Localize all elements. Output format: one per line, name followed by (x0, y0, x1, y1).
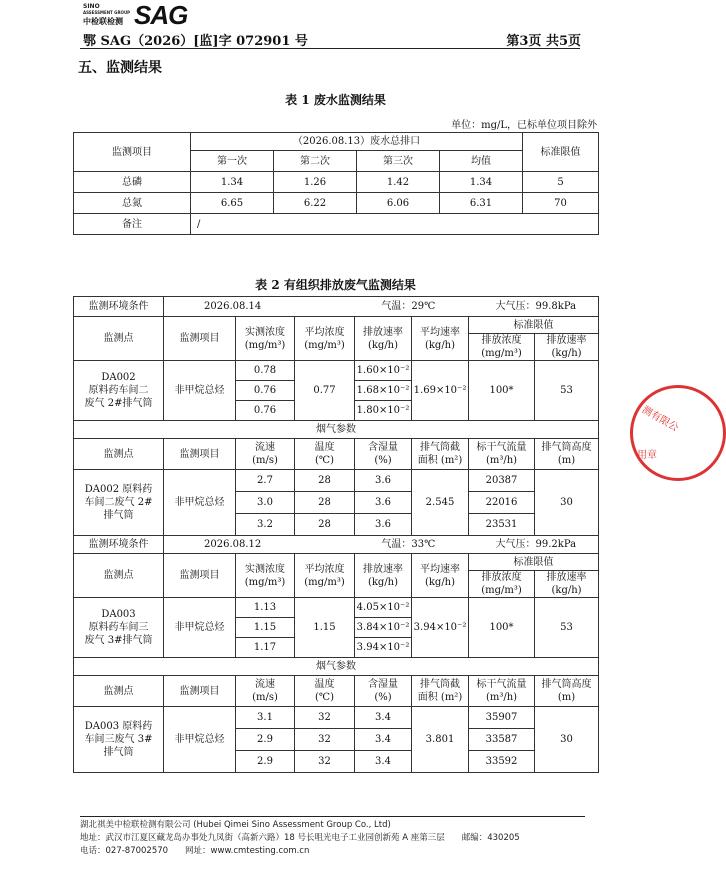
report-number: 鄂 SAG（2026）[监]字 072901 号 (83, 34, 308, 49)
t2-hdr-limrate-l: 排放速率 (546, 572, 587, 583)
t2-flow: 33587 (469, 729, 535, 751)
t1-group: （2026.08.13）废水总排口 (191, 133, 523, 151)
t2-point-l1: DA003 (101, 609, 136, 620)
t2-sp-hdr-speed-u: (m/s) (252, 692, 278, 703)
t2-hdr-conc-l: 实测浓度 (245, 563, 285, 575)
t1-remark-label: 备注 (74, 214, 191, 235)
t2-sp-hdr-point: 监测点 (74, 439, 164, 470)
t2-rate: 1.80×10⁻² (355, 401, 412, 421)
t2-env-row (164, 297, 599, 317)
t2-area: 3.801 (412, 707, 469, 773)
t2-rate: 1.60×10⁻² (355, 361, 412, 381)
t2-hdr-avg (295, 317, 355, 361)
t2-sp-hdr-speed-l: 流速 (255, 442, 275, 453)
seal-text: 测有限公 (639, 404, 681, 434)
t1-limit: 70 (523, 193, 599, 214)
table1-title: 表 1 废水监测结果 (285, 93, 386, 107)
t2-hdr-avgrate (412, 554, 469, 598)
t2-moist: 3.6 (355, 514, 412, 536)
t2-hdr-point: 监测点 (74, 554, 164, 598)
t2-sp-point-l2: 车间二废气 2# (84, 497, 153, 508)
t2-sp-item: 非甲烷总烃 (164, 470, 236, 536)
t2-sp-hdr-height (535, 676, 599, 707)
t2-sp-hdr-moist (355, 439, 412, 470)
t2-hdr-rate-u: (kg/h) (367, 576, 399, 588)
t2-sp-hdr-item: 监测项目 (164, 439, 236, 470)
t2-env-label: 监测环境条件 (74, 297, 164, 317)
t1-cell: 6.06 (357, 193, 440, 214)
t2-sp-point-l3: 排气筒 (103, 747, 134, 758)
t2-hdr-avgrate (412, 317, 469, 361)
t2-hdr-limconc (469, 334, 535, 361)
t2-hdr-avgrate-u: (kg/h) (424, 339, 456, 351)
company-seal (630, 385, 726, 481)
t2-sp-hdr-height-u: (m) (557, 455, 576, 466)
t2-sp-hdr-flow (469, 439, 535, 470)
t2-hdr-rate (355, 317, 412, 361)
t2-sp-hdr-moist-u: (%) (374, 455, 392, 466)
t2-sp-point-l2: 车间三废气 3# (84, 734, 153, 745)
t2-sp-hdr-moist-l: 含湿量 (368, 442, 398, 453)
t2-sp-point-l3: 排气筒 (103, 510, 134, 521)
t2-sp-hdr-area (412, 676, 469, 707)
t2-avgrate: 1.69×10⁻² (412, 361, 469, 421)
t2-hdr-conc-l: 实测浓度 (245, 326, 285, 338)
logo-small-text (83, 4, 130, 16)
t2-avg: 1.15 (295, 598, 355, 658)
t2-height: 30 (535, 707, 599, 773)
t2-env-label: 监测环境条件 (74, 536, 164, 554)
seal-text-2: 用章 (637, 450, 657, 461)
t2-hdr-avg (295, 554, 355, 598)
t2-tmp: 32 (295, 751, 355, 773)
t2-item: 非甲烷总烃 (164, 598, 236, 658)
t2-hdr-limrate-u: (kg/h) (551, 348, 582, 359)
t2-flow: 35907 (469, 707, 535, 729)
t2-sp-hdr-temp (295, 439, 355, 470)
t2-sp-hdr-temp-l: 温度 (314, 679, 335, 690)
t2-hdr-limit: 标准限值 (469, 554, 599, 571)
t2-hdr-avgrate-u: (kg/h) (424, 576, 456, 588)
t2-sp-hdr-flow-l: 标干气流量 (476, 679, 527, 690)
t2-hdr-rate-u: (kg/h) (367, 339, 399, 351)
t1-sub: 第一次 (191, 151, 274, 172)
t2-sp-hdr-temp (295, 676, 355, 707)
table-row (74, 598, 599, 618)
t2-smoke-title: 烟气参数 (74, 421, 599, 439)
t2-moist: 3.6 (355, 492, 412, 514)
t2-flow: 22016 (469, 492, 535, 514)
header-rule (80, 48, 580, 49)
t2-date: 2026.08.14 (204, 301, 262, 312)
footer-company: 湖北祺美中检联检测有限公司 (Hubei Qimei Sino Assessment Group Co., Ltd) (80, 820, 391, 830)
t2-point-l2: 原料药车间三 (88, 622, 149, 633)
t2-hdr-conc-u: (mg/m³) (244, 339, 286, 351)
table2 (73, 296, 599, 773)
t2-sp-hdr-height (535, 439, 599, 470)
t1-sub: 第二次 (274, 151, 357, 172)
t2-sp-hdr-moist-l: 含湿量 (368, 679, 398, 690)
t1-cell: 1.34 (440, 172, 523, 193)
t2-speed: 3.2 (236, 514, 295, 536)
footer-contact: 电话：027-87002570 网址：www.cmtesting.com.cn (80, 846, 310, 856)
footer-rule (80, 816, 585, 817)
t2-temp: 气温：33℃ (381, 539, 436, 550)
t2-limconc: 100* (469, 598, 535, 658)
t2-sp-point (74, 707, 164, 773)
footer (80, 819, 600, 858)
t2-moist: 3.4 (355, 707, 412, 729)
t2-sp-hdr-flow-l: 标干气流量 (476, 442, 527, 453)
t2-moist: 3.4 (355, 751, 412, 773)
t2-hdr-limconc-l: 排放浓度 (481, 335, 522, 346)
t2-hdr-avgrate-l: 平均速率 (420, 563, 460, 575)
table-row (74, 172, 599, 193)
t2-flow: 20387 (469, 470, 535, 492)
t2-rate: 3.94×10⁻² (355, 638, 412, 658)
t2-sp-hdr-speed-l: 流速 (255, 679, 275, 690)
t2-conc: 0.78 (236, 361, 295, 381)
t2-speed: 3.1 (236, 707, 295, 729)
t2-conc: 1.13 (236, 598, 295, 618)
t1-cell: 6.31 (440, 193, 523, 214)
t2-rate: 4.05×10⁻² (355, 598, 412, 618)
logo-cn: 中检联检测 (83, 17, 123, 26)
t1-cell: 6.22 (274, 193, 357, 214)
table1 (73, 132, 599, 235)
t2-limconc: 100* (469, 361, 535, 421)
t2-rate: 3.84×10⁻² (355, 618, 412, 638)
t2-hdr-limconc-u: (mg/m³) (481, 348, 522, 359)
t2-tmp: 32 (295, 729, 355, 751)
t2-sp-hdr-height-u: (m) (557, 692, 576, 703)
t1-cell: 1.26 (274, 172, 357, 193)
t2-sp-hdr-moist (355, 676, 412, 707)
t2-sp-hdr-height-l: 排气筒高度 (541, 679, 592, 690)
t2-conc: 1.15 (236, 618, 295, 638)
t2-limrate: 53 (535, 361, 599, 421)
t2-hdr-avgrate-l: 平均速率 (420, 326, 460, 338)
t2-pressure: 大气压：99.8kPa (495, 301, 577, 312)
table1-unit: 单位：mg/L，已标单位项目除外 (451, 120, 597, 131)
t2-hdr-avg-u: (mg/m³) (304, 339, 345, 351)
t2-sp-hdr-temp-u: (℃) (315, 455, 334, 466)
t2-speed: 2.9 (236, 751, 295, 773)
t2-sp-hdr-speed (236, 676, 295, 707)
t2-height: 30 (535, 470, 599, 536)
t2-hdr-avg-l: 平均浓度 (304, 563, 345, 575)
t2-smoke-title: 烟气参数 (74, 658, 599, 676)
t1-sub: 第三次 (357, 151, 440, 172)
t2-hdr-point: 监测点 (74, 317, 164, 361)
t2-hdr-limconc-l: 排放浓度 (481, 572, 522, 583)
t2-tmp: 28 (295, 514, 355, 536)
t2-sp-hdr-area-l: 排气筒截 (420, 679, 460, 690)
footer-address: 地址：武汉市江夏区藏龙岛办事处九凤街（高新六路）18 号长咀光电子工业园创新苑 A 座第三层 邮编：430205 (80, 833, 520, 843)
t2-speed: 2.7 (236, 470, 295, 492)
t2-avgrate: 3.94×10⁻² (412, 598, 469, 658)
t2-point (74, 598, 164, 658)
t2-sp-hdr-flow (469, 676, 535, 707)
t2-hdr-avg-l: 平均浓度 (304, 326, 345, 338)
t2-speed: 2.9 (236, 729, 295, 751)
t2-sp-hdr-point: 监测点 (74, 676, 164, 707)
t2-sp-hdr-moist-u: (%) (374, 692, 392, 703)
t1-name: 总氮 (74, 193, 191, 214)
t2-hdr-conc (236, 554, 295, 598)
t2-rate: 1.68×10⁻² (355, 381, 412, 401)
t2-sp-hdr-height-l: 排气筒高度 (541, 442, 592, 453)
t2-sp-hdr-area (412, 439, 469, 470)
t2-moist: 3.4 (355, 729, 412, 751)
t2-sp-point-l1: DA003 原料药 (84, 721, 153, 732)
t1-limit: 5 (523, 172, 599, 193)
t2-hdr-limrate (535, 334, 599, 361)
t2-env-row (164, 536, 599, 554)
table-row (74, 707, 599, 729)
t2-hdr-rate (355, 554, 412, 598)
t2-point-l1: DA002 (101, 372, 136, 383)
t2-point-l3: 废气 3#排气筒 (84, 635, 153, 646)
t2-sp-hdr-area-u: 面积 (m²) (417, 455, 463, 466)
page-number: 第3页 共5页 (506, 34, 581, 49)
section-title: 五、监测结果 (78, 60, 162, 76)
t2-hdr-conc-u: (mg/m³) (244, 576, 286, 588)
table-row (74, 193, 599, 214)
t2-sp-hdr-flow-u: (m³/h) (485, 455, 518, 466)
logo-sag: SAG (134, 0, 188, 30)
t2-tmp: 32 (295, 707, 355, 729)
t1-name: 总磷 (74, 172, 191, 193)
t1-remark: / (191, 214, 599, 235)
t2-hdr-conc (236, 317, 295, 361)
t2-conc: 0.76 (236, 401, 295, 421)
t2-conc: 1.17 (236, 638, 295, 658)
t2-item: 非甲烷总烃 (164, 361, 236, 421)
t1-col-limit: 标准限值 (523, 133, 599, 172)
t2-moist: 3.6 (355, 470, 412, 492)
t2-hdr-limit: 标准限值 (469, 317, 599, 334)
t2-point-l2: 原料药车间二 (88, 385, 149, 396)
t2-sp-hdr-speed-u: (m/s) (252, 455, 278, 466)
t2-hdr-rate-l: 排放速率 (363, 563, 403, 575)
t2-area: 2.545 (412, 470, 469, 536)
t2-hdr-item: 监测项目 (164, 554, 236, 598)
t1-sub: 均值 (440, 151, 523, 172)
t2-sp-hdr-temp-l: 温度 (314, 442, 335, 453)
t2-sp-hdr-temp-u: (℃) (315, 692, 334, 703)
t2-sp-hdr-area-l: 排气筒截 (420, 442, 460, 453)
t2-tmp: 28 (295, 470, 355, 492)
t2-point-l3: 废气 2#排气筒 (84, 398, 153, 409)
t2-point (74, 361, 164, 421)
t2-sp-point-l1: DA002 原料药 (84, 484, 153, 495)
table2-title: 表 2 有组织排放废气监测结果 (255, 278, 416, 292)
t2-conc: 0.76 (236, 381, 295, 401)
t2-hdr-limrate (535, 571, 599, 598)
t2-date: 2026.08.12 (204, 539, 262, 550)
t2-temp: 气温：29℃ (381, 301, 436, 312)
t1-cell: 6.65 (191, 193, 274, 214)
t2-tmp: 28 (295, 492, 355, 514)
t2-hdr-avg-u: (mg/m³) (304, 576, 345, 588)
t2-sp-item: 非甲烷总烃 (164, 707, 236, 773)
t2-speed: 3.0 (236, 492, 295, 514)
table-row (74, 470, 599, 492)
t2-sp-point (74, 470, 164, 536)
t2-hdr-limrate-l: 排放速率 (546, 335, 587, 346)
t2-sp-hdr-area-u: 面积 (m²) (417, 692, 463, 703)
t2-hdr-rate-l: 排放速率 (363, 326, 403, 338)
t1-col-item: 监测项目 (74, 133, 191, 172)
t2-sp-hdr-flow-u: (m³/h) (485, 692, 518, 703)
t2-hdr-limconc-u: (mg/m³) (481, 585, 522, 596)
logo-sino: SINO (83, 3, 100, 10)
t2-hdr-limrate-u: (kg/h) (551, 585, 582, 596)
t2-flow: 33592 (469, 751, 535, 773)
t1-cell: 1.34 (191, 172, 274, 193)
t2-hdr-limconc (469, 571, 535, 598)
t2-hdr-item: 监测项目 (164, 317, 236, 361)
logo-assessment: ASSESSMENT GROUP (83, 10, 131, 15)
t2-flow: 23531 (469, 514, 535, 536)
t2-avg: 0.77 (295, 361, 355, 421)
t2-limrate: 53 (535, 598, 599, 658)
table-row (74, 361, 599, 381)
t1-cell: 1.42 (357, 172, 440, 193)
t2-pressure: 大气压：99.2kPa (495, 539, 577, 550)
t2-sp-hdr-item: 监测项目 (164, 676, 236, 707)
t2-sp-hdr-speed (236, 439, 295, 470)
